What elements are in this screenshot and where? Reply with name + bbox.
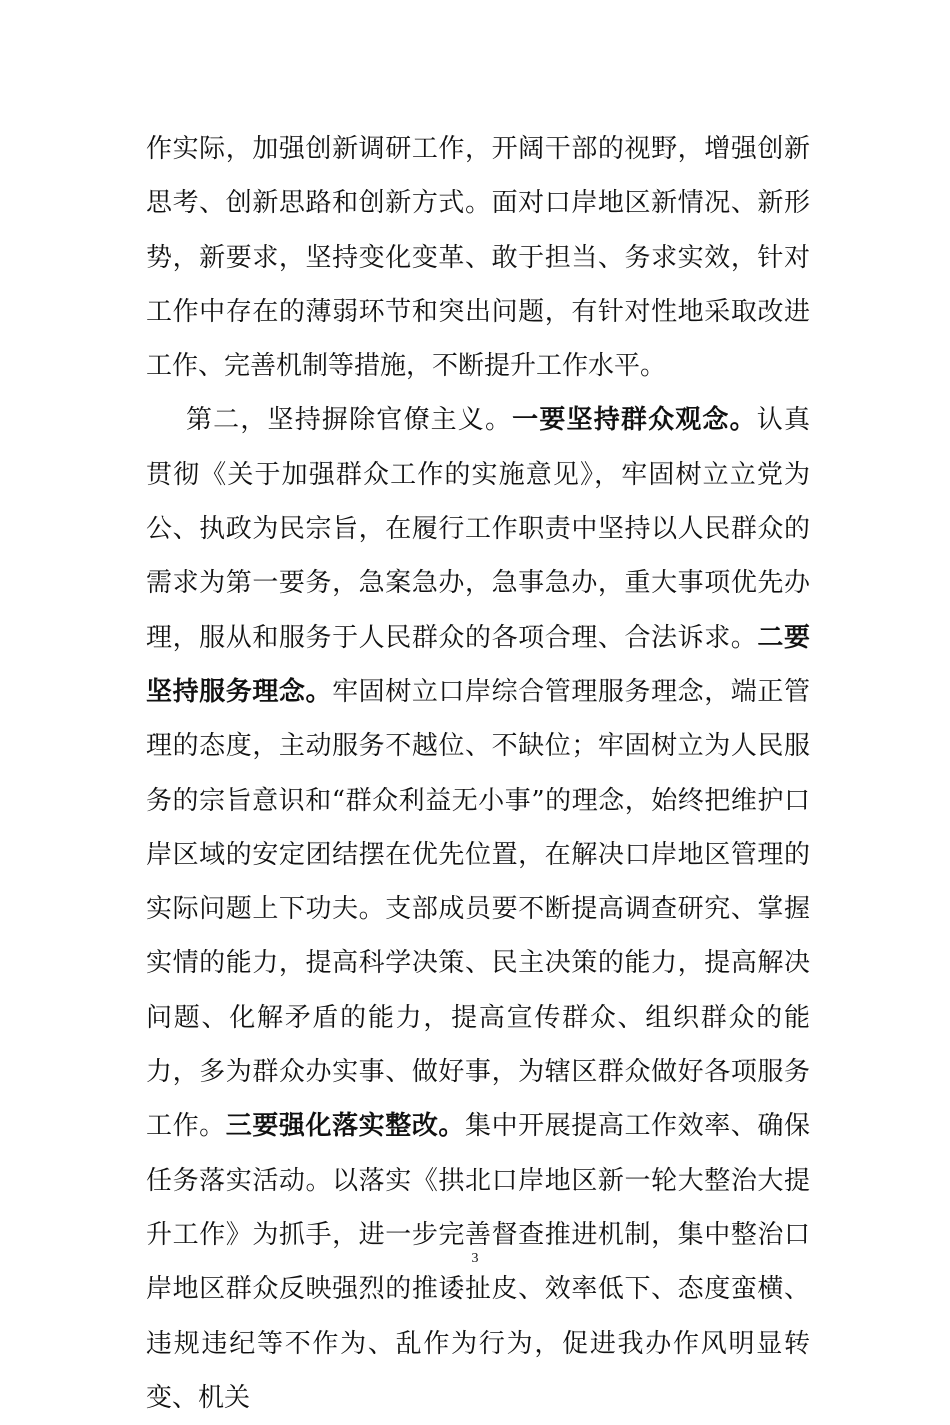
bold-heading-run: 二要坚持服务理念。 (146, 622, 810, 707)
text-run: 认真贯彻《关于加强群众工作的实施意见》，牢固树立立党为公、执政为民宗旨，在履行工作职责中坚持以人民群众的需求为第一要务，急案急办，急事急办，重大事项优先办理，服从和服务于人民群众的各项合理、合法诉求。 (146, 405, 810, 653)
page-number: 3 (471, 1251, 479, 1266)
bold-heading-run: 一要坚持群众观念。 (512, 405, 757, 436)
text-run: 作实际，加强创新调研工作，开阔干部的视野，增强创新思考、创新思路和创新方式。面对口岸地区新情况、新形势，新要求，坚持变化变革、敢于担当、务求实效，针对工作中存在的薄弱环节和突出问题，有针对性地采取改进工作、完善机制等措施，不断提升工作水平。 (146, 134, 810, 382)
paragraph-1 (146, 122, 810, 393)
paragraph-2 (146, 393, 810, 1425)
text-run: 第二，坚持摒除官僚主义。 (186, 405, 513, 436)
bold-heading-run: 三要强化落实整改。 (225, 1111, 465, 1142)
text-run: 集中开展提高工作效率、确保任务落实活动。以落实《拱北口岸地区新一轮大整治大提升工作》为抓手，进一步完善督查推进机制，集中整治口岸地区群众反映强烈的推诿扯皮、效率低下、态度蛮横、违规违纪等不作为、乱作为行为，促进我办作风明显转变、机关 (146, 1111, 810, 1413)
document-body (146, 122, 810, 1425)
text-run: 牢固树立口岸综合管理服务理念，端正管理的态度，主动服务不越位、不缺位；牢固树立为人民服务的宗旨意识和“群众利益无小事”的理念，始终把维护口岸区域的安定团结摆在优先位置，在解决口岸地区管理的实际问题上下功夫。支部成员要不断提高调查研究、掌握实情的能力，提高科学决策、民主决策的能力，提高解决问题、化解矛盾的能力，提高宣传群众、组织群众的能力，多为群众办实事、做好事，为辖区群众做好各项服务工作。 (146, 676, 810, 1142)
